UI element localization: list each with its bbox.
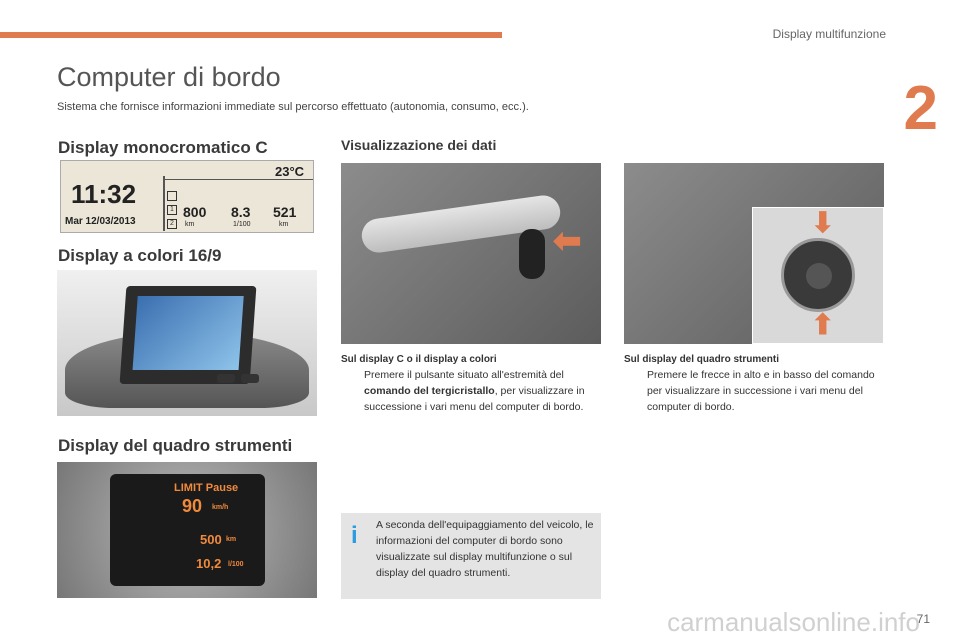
info-note-text: A seconda dell'equipaggiamento del veicolo, le informazioni del computer di bordo sono visualizzate sul display multifunzione o sul display del quadro strumenti. [376, 519, 594, 579]
cluster-speed-unit: km/h [212, 504, 229, 511]
mono-tab-2: 2 [167, 219, 177, 229]
intro-text: Sistema che fornisce informazioni immediate sul percorso effettuato (autonomia, consumo, ecc.). [57, 101, 529, 113]
info-icon: i [351, 522, 358, 549]
left-caption [341, 367, 601, 415]
heading-data-view: Visualizzazione dei dati [341, 137, 497, 153]
color-screen [120, 286, 257, 384]
mono-value-2: 8.3 [231, 204, 251, 220]
left-caption-bold: comando del tergicristallo [364, 385, 495, 397]
cluster-consumption-unit: l/100 [228, 561, 244, 568]
mono-temperature: 23°C [275, 164, 305, 179]
mono-unit-2: 1/100 [233, 221, 251, 228]
mono-display-illustration [60, 160, 314, 233]
heading-mono-display: Display monocromatico C [58, 138, 268, 157]
cluster-limit-label: LIMIT Pause [174, 482, 239, 494]
left-caption-text: Premere il pulsante situato all'estremità del [364, 369, 564, 381]
direction-pad-center [806, 263, 832, 289]
cluster-display-photo [57, 462, 317, 598]
color-screen-lcd [133, 296, 244, 370]
cluster-range-unit: km [226, 536, 237, 543]
mono-tab-1: 1 [167, 205, 177, 215]
info-note [341, 513, 601, 599]
arrow-left-icon: ⬅ [553, 222, 582, 260]
right-caption-title: Sul display del quadro strumenti [624, 354, 780, 365]
arrow-down-icon: ⬇ [811, 207, 835, 238]
right-caption [624, 367, 884, 415]
mono-date: Mar 12/03/2013 [65, 216, 136, 227]
header-accent-bar [0, 32, 502, 38]
dashboard-button [241, 374, 259, 383]
dashboard-button [217, 374, 235, 383]
arrow-up-icon: ⬆ [811, 309, 835, 340]
heading-cluster-display: Display del quadro strumenti [58, 436, 293, 455]
section-title: Display multifunzione [772, 27, 886, 41]
cluster-panel [110, 474, 265, 586]
mono-unit-3: km [279, 221, 289, 228]
mono-unit-1: km [185, 221, 195, 228]
cluster-speed: 90 [182, 496, 203, 516]
mono-value-1: 800 [183, 204, 207, 220]
page-number: 71 [916, 612, 930, 626]
color-display-photo [57, 270, 317, 416]
mono-clock: 11:32 [71, 179, 137, 209]
heading-color-display: Display a colori 16/9 [58, 246, 222, 265]
mono-top-line [165, 179, 313, 180]
cluster-range: 500 [200, 532, 222, 547]
left-caption-title: Sul display C o il display a colori [341, 354, 497, 365]
chapter-number: 2 [903, 74, 938, 143]
steering-control-inset [752, 207, 884, 344]
right-caption-text: Premere le frecce in alto e in basso del comando per visualizzare in successione i vari menu del computer di bordo. [647, 369, 875, 413]
left-caption-text-end: , per visualizzare in successione i vari menu del computer di bordo. [364, 385, 585, 413]
mono-car-icon [167, 191, 177, 201]
wiper-stalk-button [519, 229, 545, 279]
wiper-stalk-photo [341, 163, 601, 344]
mono-separator [163, 176, 165, 231]
watermark: carmanualsonline.info [667, 607, 920, 637]
cluster-consumption: 10,2 [196, 556, 222, 571]
direction-pad [781, 238, 855, 312]
page-title: Computer di bordo [57, 62, 281, 92]
mono-value-3: 521 [273, 204, 297, 220]
